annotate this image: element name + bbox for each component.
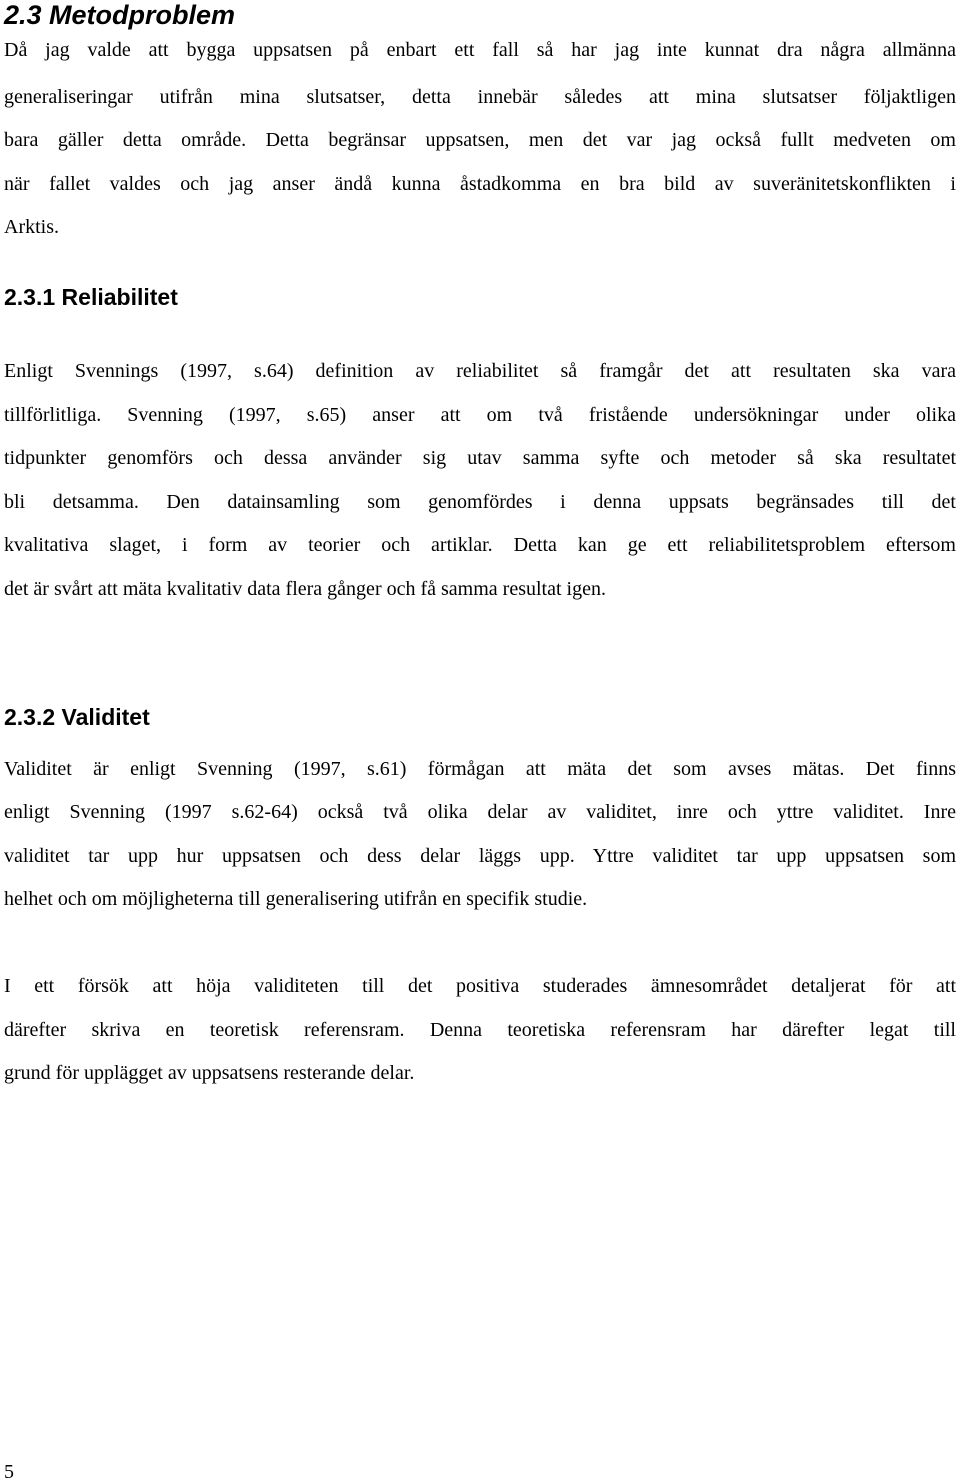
paragraph-line: enligt Svenning (1997 s.62-64) också två olika delar av validitet, inre och yttre validitet. Inre: [4, 801, 956, 823]
paragraph-line: Då jag valde att bygga uppsatsen på enbart ett fall så har jag inte kunnat dra några allmänna: [4, 39, 956, 61]
section-heading-metodproblem: 2.3 Metodproblem: [4, 0, 236, 30]
paragraph-line: Validitet är enligt Svenning (1997, s.61) förmågan att mäta det som avses mätas. Det finns: [4, 758, 956, 780]
page-number: 5: [4, 1461, 14, 1483]
paragraph-line: Enligt Svennings (1997, s.64) definition av reliabilitet så framgår det att resultaten ska vara: [4, 360, 956, 382]
paragraph-line: det är svårt att mäta kvalitativ data flera gånger och få samma resultat igen.: [4, 578, 606, 600]
paragraph-line: bara gäller detta område. Detta begränsar uppsatsen, men det var jag också fullt medveten om: [4, 129, 956, 151]
paragraph-line: Arktis.: [4, 216, 59, 238]
paragraph-line: bli detsamma. Den datainsamling som genomfördes i denna uppsats begränsades till det: [4, 491, 956, 513]
paragraph-line: I ett försök att höja validiteten till det positiva studerades ämnesområdet detaljerat för att: [4, 975, 956, 997]
subsection-heading-validitet: 2.3.2 Validitet: [4, 704, 150, 730]
subsection-heading-reliabilitet: 2.3.1 Reliabilitet: [4, 284, 178, 310]
paragraph-line: när fallet valdes och jag anser ändå kunna åstadkomma en bra bild av suveränitetskonflikten i: [4, 173, 956, 195]
paragraph-line: tillförlitliga. Svenning (1997, s.65) anser att om två fristående undersökningar under olika: [4, 404, 956, 426]
paragraph-line: helhet och om möjligheterna till generalisering utifrån en specifik studie.: [4, 888, 588, 910]
paragraph-line: validitet tar upp hur uppsatsen och dess delar läggs upp. Yttre validitet tar upp uppsatsen som: [4, 845, 956, 867]
paragraph-line: grund för upplägget av uppsatsens resterande delar.: [4, 1062, 415, 1084]
paragraph-line: kvalitativa slaget, i form av teorier och artiklar. Detta kan ge ett reliabilitetsproblem eftersom: [4, 534, 956, 556]
paragraph-line: generaliseringar utifrån mina slutsatser, detta innebär således att mina slutsatser följaktligen: [4, 86, 956, 108]
paragraph-line: tidpunkter genomförs och dessa använder sig utav samma syfte och metoder så ska resultatet: [4, 447, 956, 469]
paragraph-line: därefter skriva en teoretisk referensram. Denna teoretiska referensram har därefter legat till: [4, 1019, 956, 1041]
